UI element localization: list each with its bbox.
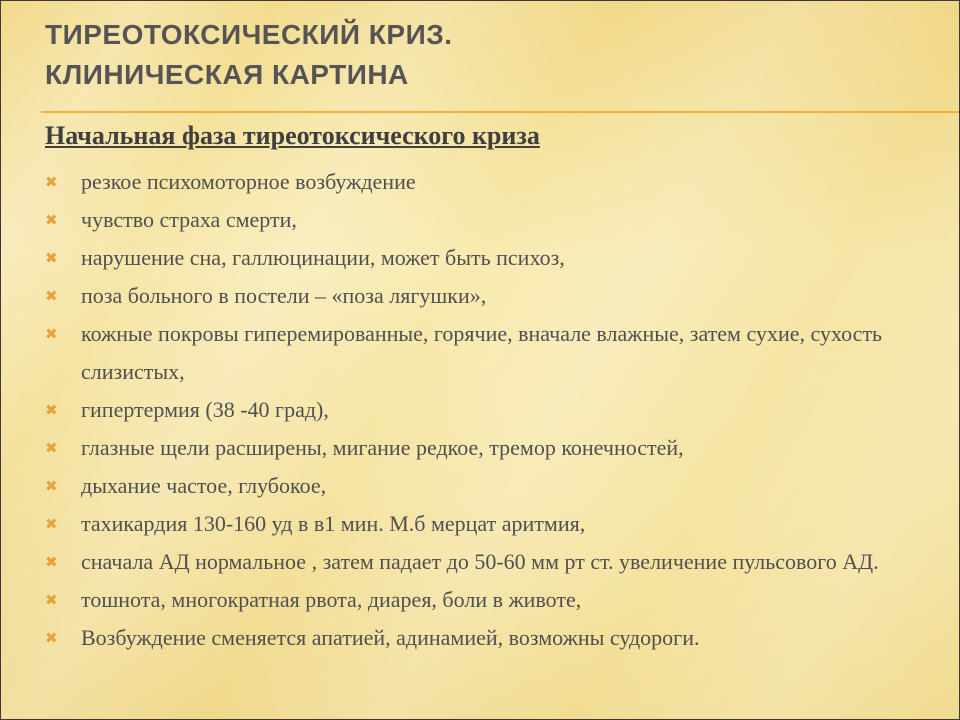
x-mark-icon: ✖	[45, 591, 58, 609]
list-item-text: нарушение сна, галлюцинации, может быть психоз,	[81, 245, 565, 270]
x-mark-icon: ✖	[45, 211, 58, 229]
x-mark-icon: ✖	[45, 401, 58, 419]
list-item-text: резкое психомоторное возбуждение	[81, 169, 416, 194]
slide-title	[45, 15, 453, 95]
x-mark-icon: ✖	[45, 287, 58, 305]
slide-title-line-1: ТИРЕОТОКСИЧЕСКИЙ КРИЗ.	[45, 19, 453, 50]
x-mark-icon: ✖	[45, 325, 58, 343]
list-item	[45, 163, 925, 201]
x-mark-icon: ✖	[45, 629, 58, 647]
list-item-text: тахикардия 130-160 уд в в1 мин. М.б мерцат аритмия,	[81, 511, 586, 536]
slide-title-line-2: КЛИНИЧЕСКАЯ КАРТИНА	[45, 59, 409, 90]
x-mark-icon: ✖	[45, 477, 58, 495]
list-item-text: гипертермия (38 -40 град),	[81, 397, 329, 422]
list-item	[45, 467, 925, 505]
x-mark-icon: ✖	[45, 553, 58, 571]
list-item	[45, 619, 925, 657]
list-item	[45, 391, 925, 429]
list-item-text: дыхание частое, глубокое,	[81, 473, 327, 498]
list-item	[45, 239, 925, 277]
list-item	[45, 429, 925, 467]
x-mark-icon: ✖	[45, 173, 58, 191]
list-item-text: глазные щели расширены, мигание редкое, тремор конечностей,	[81, 435, 684, 460]
x-mark-icon: ✖	[45, 515, 58, 533]
list-item	[45, 315, 925, 391]
list-item-text: чувство страха смерти,	[81, 207, 297, 232]
section-subtitle: Начальная фаза тиреотоксического криза	[45, 121, 540, 150]
symptom-list	[45, 163, 925, 657]
title-divider	[41, 111, 960, 113]
list-item	[45, 581, 925, 619]
list-item-text: тошнота, многократная рвота, диарея, боли в животе,	[81, 587, 582, 612]
list-item-text: сначала АД нормальное , затем падает до 50-60 мм рт ст. увеличение пульсового АД.	[81, 549, 879, 574]
x-mark-icon: ✖	[45, 439, 58, 457]
list-item	[45, 201, 925, 239]
list-item-text: поза больного в постели – «поза лягушки»,	[81, 283, 487, 308]
list-item-text: кожные покровы гиперемированные, горячие, вначале влажные, затем сухие, сухость слизистых,	[81, 321, 883, 384]
list-item-text: Возбуждение сменяется апатией, адинамией, возможны судороги.	[81, 625, 700, 650]
list-item	[45, 277, 925, 315]
x-mark-icon: ✖	[45, 249, 58, 267]
list-item	[45, 505, 925, 543]
list-item	[45, 547, 925, 577]
